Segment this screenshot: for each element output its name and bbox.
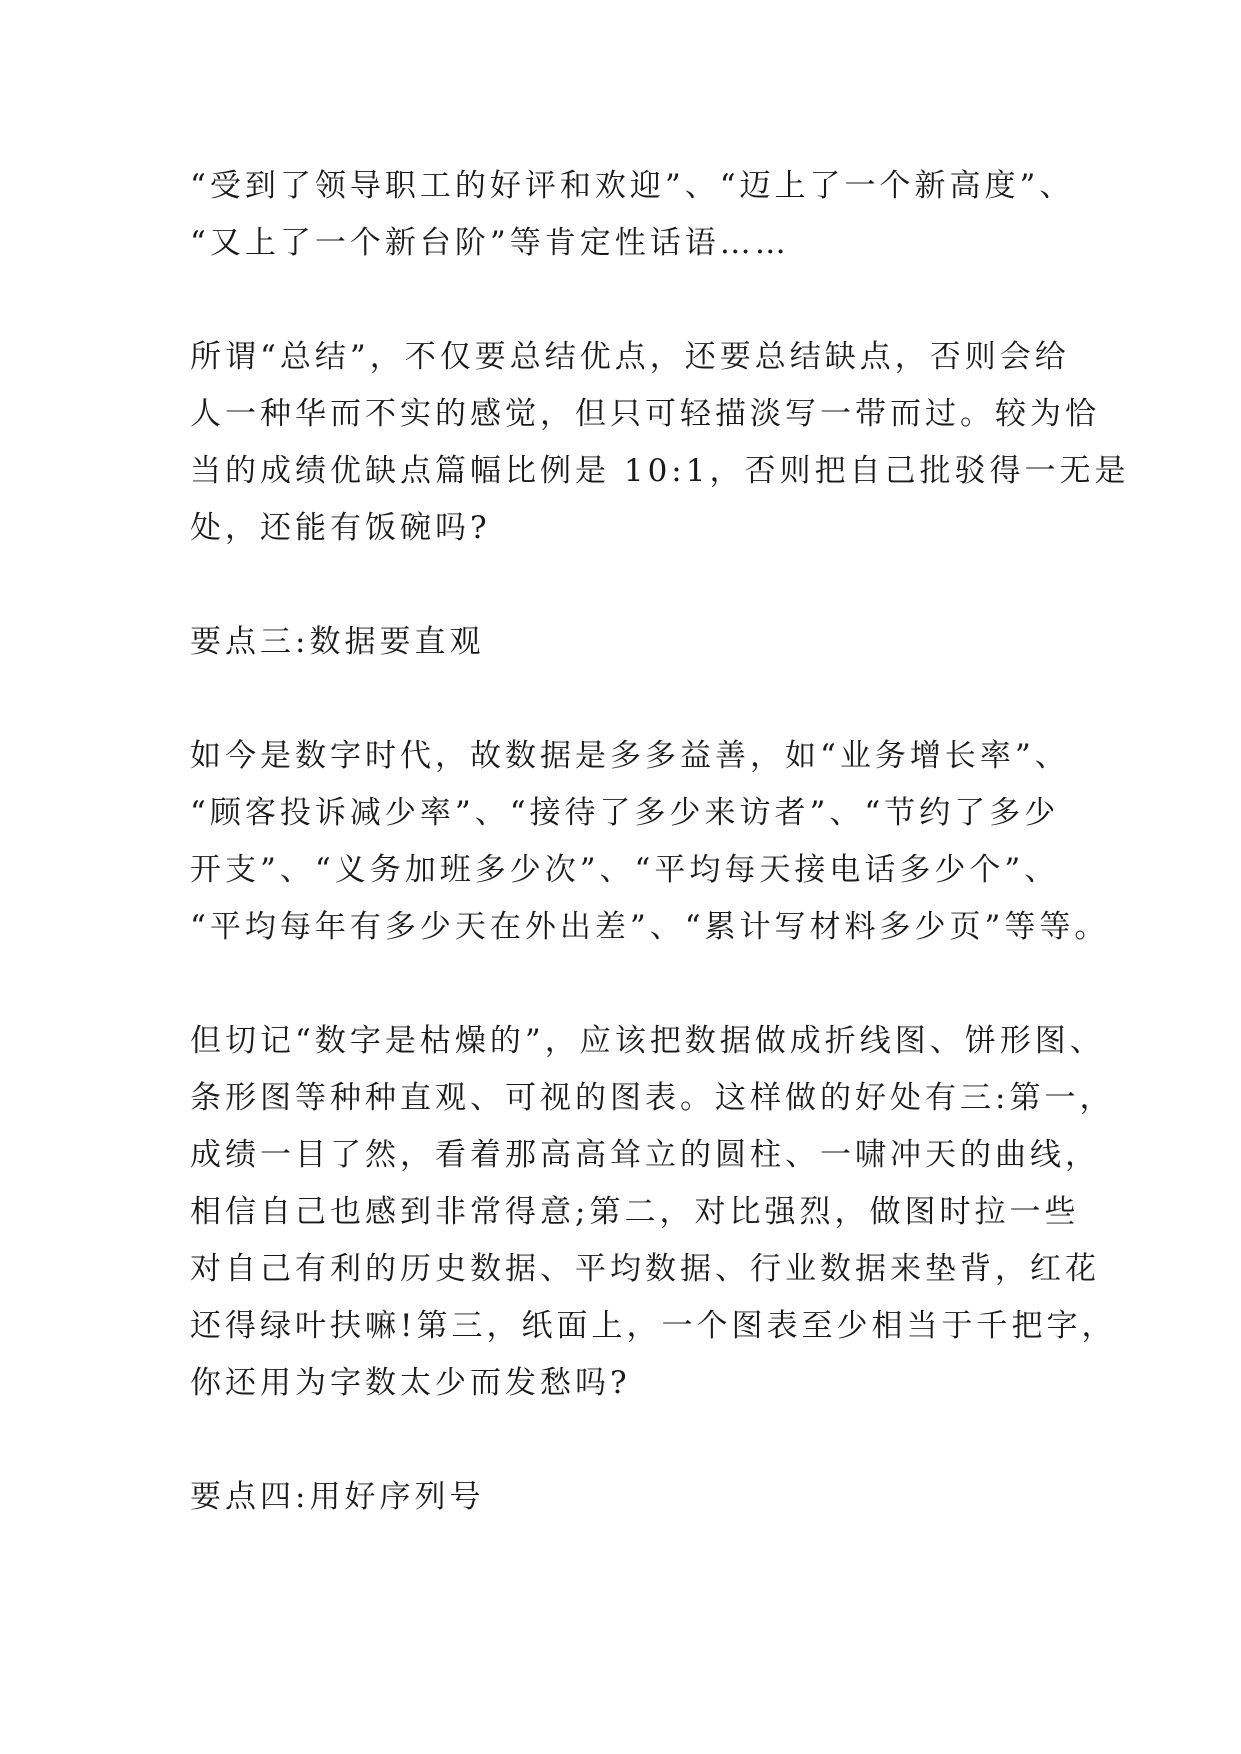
text-line: 开支”、“义务加班多少次”、“平均每天接电话多少个”、 bbox=[190, 852, 1060, 888]
text-line: 所谓“总结”，不仅要总结优点，还要总结缺点，否则会给 bbox=[190, 339, 1070, 375]
heading-line: 要点四:用好序列号 bbox=[190, 1479, 485, 1515]
text-line: 相信自己也感到非常得意;第二，对比强烈，做图时拉一些 bbox=[190, 1194, 1080, 1230]
text-line: 如今是数字时代，故数据是多多益善，如“业务增长率”、 bbox=[190, 738, 1070, 774]
text-line: 成绩一目了然，看着那高高耸立的圆柱、一啸冲天的曲线， bbox=[190, 1137, 1100, 1173]
paragraph-data-era bbox=[190, 728, 1110, 956]
text-line: “受到了领导职工的好评和欢迎”、“迈上了一个新高度”、 bbox=[190, 168, 1075, 204]
text-line: 你还用为字数太少而发愁吗? bbox=[190, 1365, 631, 1401]
section-heading-point-three bbox=[190, 614, 1070, 671]
paragraph-charts-advice bbox=[190, 1013, 1117, 1412]
text-line: “平均每年有多少天在外出差”、“累计写材料多少页”等等。 bbox=[190, 909, 1110, 945]
section-heading-point-four bbox=[190, 1469, 1070, 1526]
text-line: “又上了一个新台阶”等肯定性话语…… bbox=[190, 225, 790, 261]
paragraph-quote-phrases bbox=[190, 158, 1075, 272]
paragraph-summary bbox=[190, 329, 1130, 557]
text-line: 对自己有利的历史数据、平均数据、行业数据来垫背，红花 bbox=[190, 1251, 1100, 1287]
text-line: “顾客投诉减少率”、“接待了多少来访者”、“节约了多少 bbox=[190, 795, 1060, 831]
heading-line: 要点三:数据要直观 bbox=[190, 624, 485, 660]
text-line: 当的成绩优缺点篇幅比例是 10:1，否则把自己批驳得一无是 bbox=[190, 453, 1130, 489]
text-line: 人一种华而不实的感觉，但只可轻描淡写一带而过。较为恰 bbox=[190, 396, 1100, 432]
document-body bbox=[190, 158, 1130, 1526]
text-line: 还得绿叶扶嘛!第三，纸面上，一个图表至少相当于千把字， bbox=[190, 1308, 1117, 1344]
text-line: 条形图等种种直观、可视的图表。这样做的好处有三:第一， bbox=[190, 1080, 1115, 1116]
text-line: 但切记“数字是枯燥的”，应该把数据做成折线图、饼形图、 bbox=[190, 1023, 1105, 1059]
text-line: 处，还能有饭碗吗? bbox=[190, 510, 491, 546]
